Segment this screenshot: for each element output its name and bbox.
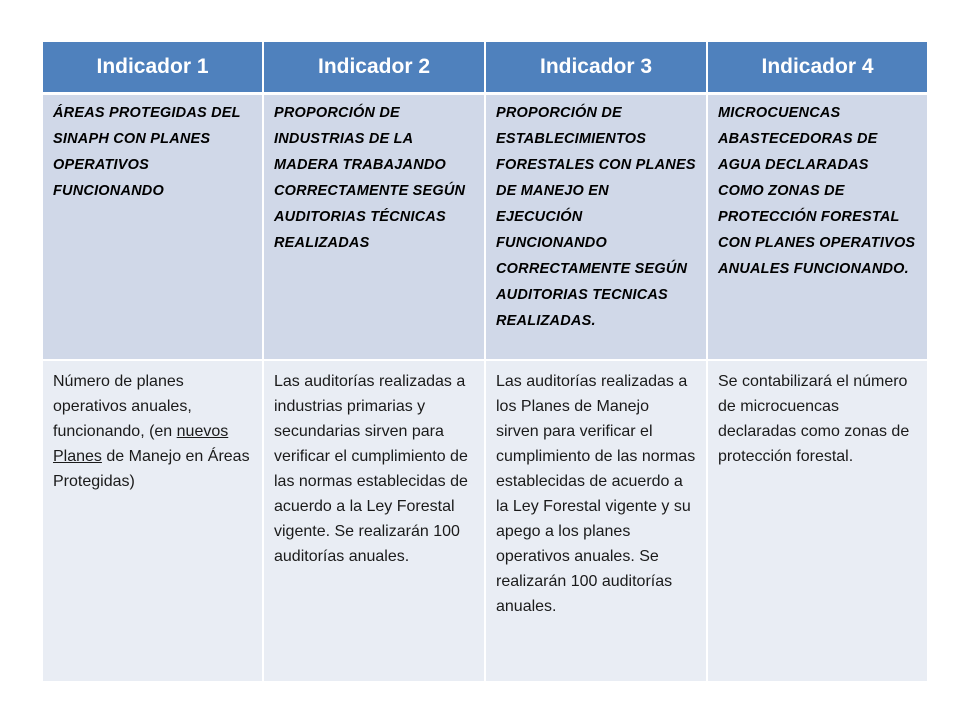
indicator-4-title: MICROCUENCAS ABASTECEDORAS DE AGUA DECLARADAS COMO ZONAS DE PROTECCIÓN FORESTAL CON PLANES OPERATIVOS ANUALES FUNCIONANDO. [707, 94, 928, 361]
indicator-3-title: PROPORCIÓN DE ESTABLECIMIENTOS FORESTALES CON PLANES DE MANEJO EN EJECUCIÓN FUNCIONANDO CORRECTAMENTE SEGÚN AUDITORIAS TECNICAS REALIZADAS. [485, 94, 707, 361]
indicator-2-title: PROPORCIÓN DE INDUSTRIAS DE LA MADERA TRABAJANDO CORRECTAMENTE SEGÚN AUDITORIAS TÉCNICAS REALIZADAS [263, 94, 485, 361]
header-indicador-2: Indicador 2 [263, 42, 485, 94]
header-indicador-4: Indicador 4 [707, 42, 928, 94]
header-indicador-3: Indicador 3 [485, 42, 707, 94]
indicator-1-description-text-end: de Manejo en Áreas Protegidas) [53, 448, 250, 490]
header-indicador-1: Indicador 1 [42, 42, 263, 94]
indicator-description-row [42, 360, 928, 681]
indicator-1-title: ÁREAS PROTEGIDAS DEL SINAPH CON PLANES OPERATIVOS FUNCIONANDO [42, 94, 263, 361]
header-row [42, 42, 928, 94]
indicator-title-row [42, 94, 928, 361]
indicator-1-description-underlined: nuevos Planes [53, 423, 229, 465]
indicator-3-description: Las auditorías realizadas a los Planes de Manejo sirven para verificar el cumplimiento de las normas establecidas de acuerdo a la Ley Forestal vigente y su apego a los planes operativos anuales. Se realizarán 100 auditorías anuales. [485, 360, 707, 681]
indicator-1-description-text: Número de planes operativos anuales, funcionando, (en [53, 373, 192, 440]
indicators-table [41, 42, 929, 681]
indicator-1-description [42, 360, 263, 681]
indicator-2-description: Las auditorías realizadas a industrias primarias y secundarias sirven para verificar el cumplimiento de las normas establecidas de acuerdo a la Ley Forestal vigente. Se realizarán 100 auditorías anuales. [263, 360, 485, 681]
indicator-4-description: Se contabilizará el número de microcuencas declaradas como zonas de protección forestal. [707, 360, 928, 681]
